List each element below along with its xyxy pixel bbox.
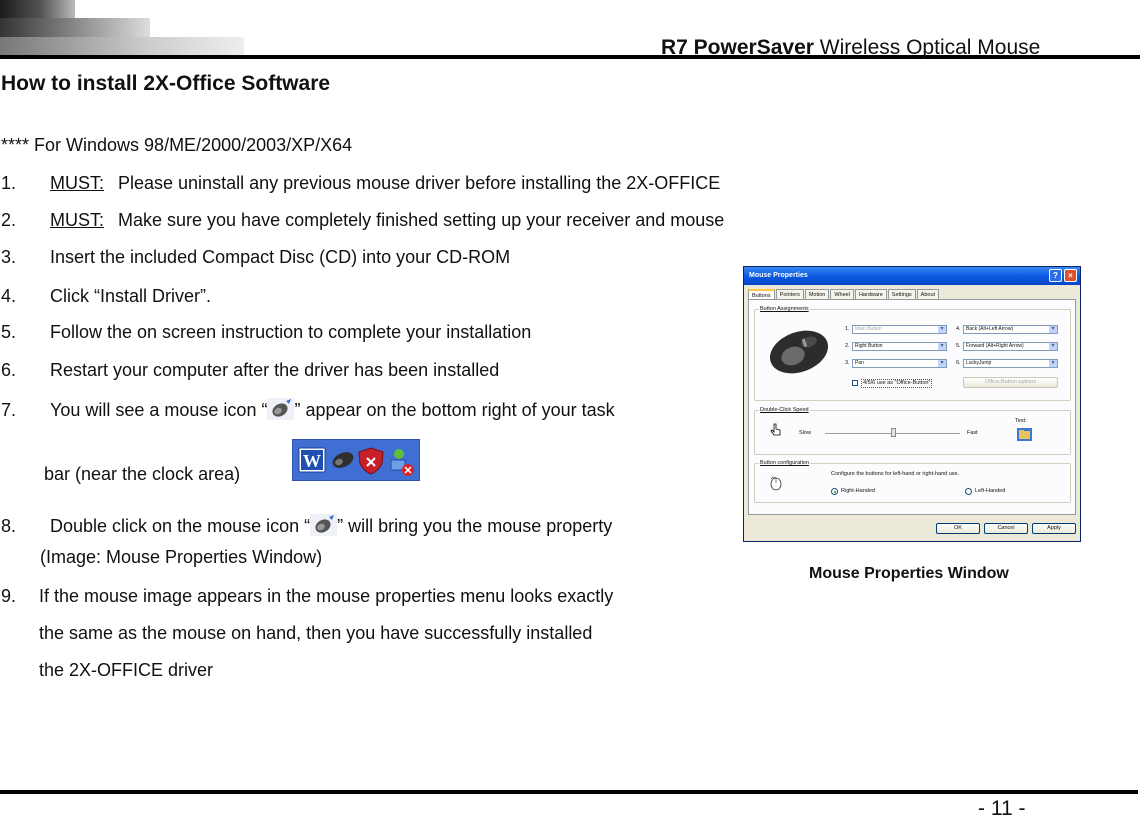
test-label: Test: [1015,418,1027,424]
assign-select-5[interactable]: Forward (Alt+Right Arrow) ▾ [963,342,1058,351]
button-assignments-group [754,306,1071,401]
assign-select-1[interactable]: Main Button ▾ [852,325,947,334]
mouse-icon [267,398,294,420]
slow-label: Slow [799,430,811,436]
tab-about[interactable]: About [917,289,939,300]
assign-num-1: 1. [845,326,850,332]
close-button[interactable]: × [1064,269,1077,282]
double-click-slider-thumb[interactable] [891,428,896,437]
step-number: 3. [1,247,17,267]
office-button-check-label: 4/5/6 use as "Office-Button" [863,380,931,386]
step-7 [1,398,615,421]
header-product: Wireless Optical Mouse [813,36,1041,59]
window-titlebar [744,267,1080,285]
must-label: MUST: [50,173,104,193]
step-text: Double click on the mouse icon “ [50,516,311,536]
ok-button[interactable]: OK [936,523,980,534]
step-number: 8. [1,516,17,536]
group-label: Double-Click Speed [760,407,809,413]
office-button-checkbox[interactable] [852,380,858,386]
assign-num-4: 4. [956,326,961,332]
mouse-image [763,322,835,378]
step-9-line-3: the 2X-OFFICE driver [39,660,214,680]
step-text: If the mouse image appears in the mouse properties menu looks exactly [39,586,614,606]
header-title [661,36,1040,60]
step-number: 9. [1,586,17,606]
header-brand: R7 PowerSaver [661,36,814,59]
help-button[interactable]: ? [1049,269,1062,282]
step-number: 2. [1,210,17,230]
assign-num-2: 2. [845,343,850,349]
taskbar-tray [292,439,420,481]
assign-num-3: 3. [845,360,850,366]
office-button-options-button[interactable]: Office-Button options [963,377,1058,388]
step-1 [1,172,720,194]
must-label: MUST: [50,210,104,230]
step-8 [1,514,612,537]
footer-rule [0,790,1138,794]
step-number: 1. [1,173,17,193]
step-text: You will see a mouse icon “ [50,400,268,420]
step-number: 5. [1,322,17,342]
hand-cursor-icon [769,423,783,437]
tab-settings[interactable]: Settings [888,289,916,300]
network-icon [391,449,414,476]
step-text: Click “Install Driver”. [50,286,212,306]
step-number: 7. [1,400,17,420]
buttons-panel [748,299,1076,515]
double-click-speed-group [754,407,1071,455]
left-handed-radio[interactable] [965,488,972,495]
svg-text:W: W [303,451,321,471]
assign-select-6[interactable]: LuckyJump ▾ [963,359,1058,368]
step-7-line-2: bar (near the clock area) [44,464,241,484]
step-text: Follow the on screen instruction to complete your installation [50,322,532,342]
group-label: Button Assignments [760,306,809,312]
right-handed-radio[interactable] [831,488,838,495]
step-text-cont: ” will bring you the mouse property [337,516,613,536]
apply-button[interactable]: Apply [1032,523,1076,534]
config-description: Configure the buttons for left-hand or right-hand use. [831,471,960,477]
shield-icon [359,448,383,474]
step-9-line-2: the same as the mouse on hand, then you have successfully installed [39,623,593,643]
step-number: 4. [1,286,17,306]
tab-buttons[interactable]: Buttons [748,289,775,300]
step-text: Insert the included Compact Disc (CD) into your CD-ROM [50,247,511,267]
step-text: Restart your computer after the driver has been installed [50,360,500,380]
step-number: 6. [1,360,17,380]
assign-select-4[interactable]: Back (Alt+Left Arrow) ▾ [963,325,1058,334]
mouse-outline-icon [769,475,783,491]
step-6 [1,359,499,381]
assign-select-3[interactable]: Pan ▾ [852,359,947,368]
fast-label: Fast [967,430,978,436]
tab-wheel[interactable]: Wheel [830,289,854,300]
word-icon [299,448,325,472]
test-folder-icon[interactable] [1017,428,1032,441]
assign-select-2[interactable]: Right Button ▾ [852,342,947,351]
cancel-button[interactable]: Cancel [984,523,1028,534]
step-3 [1,246,510,268]
page-number: - 11 - [978,797,1026,818]
page-title: How to install 2X-Office Software [1,72,331,95]
tab-motion[interactable]: Motion [805,289,830,300]
step-8-line-2: (Image: Mouse Properties Window) [40,547,323,567]
step-text-cont: ” appear on the bottom right of your task [294,400,615,420]
tab-pointers[interactable]: Pointers [776,289,804,300]
step-5 [1,321,531,343]
mouse-icon [310,514,337,536]
tab-hardware[interactable]: Hardware [855,289,887,300]
group-label: Button configuration [760,460,809,466]
assign-num-5: 5. [956,343,961,349]
mouse-tray-icon [330,449,356,471]
step-4 [1,285,211,307]
right-handed-label: Right-Handed [841,488,875,494]
assign-num-6: 6. [956,360,961,366]
window-title: Mouse Properties [749,272,808,279]
figure-caption: Mouse Properties Window [809,565,1009,582]
left-handed-label: Left-Handed [975,488,1006,494]
step-text: Please uninstall any previous mouse driver before installing the 2X-OFFICE [118,173,721,193]
button-configuration-group [754,460,1071,503]
mouse-properties-window [743,266,1081,542]
step-text: Make sure you have completely finished setting up your receiver and mouse [118,210,725,230]
os-line: **** For Windows 98/ME/2000/2003/XP/X64 [1,135,353,155]
step-9 [1,585,613,607]
step-2 [1,209,724,231]
